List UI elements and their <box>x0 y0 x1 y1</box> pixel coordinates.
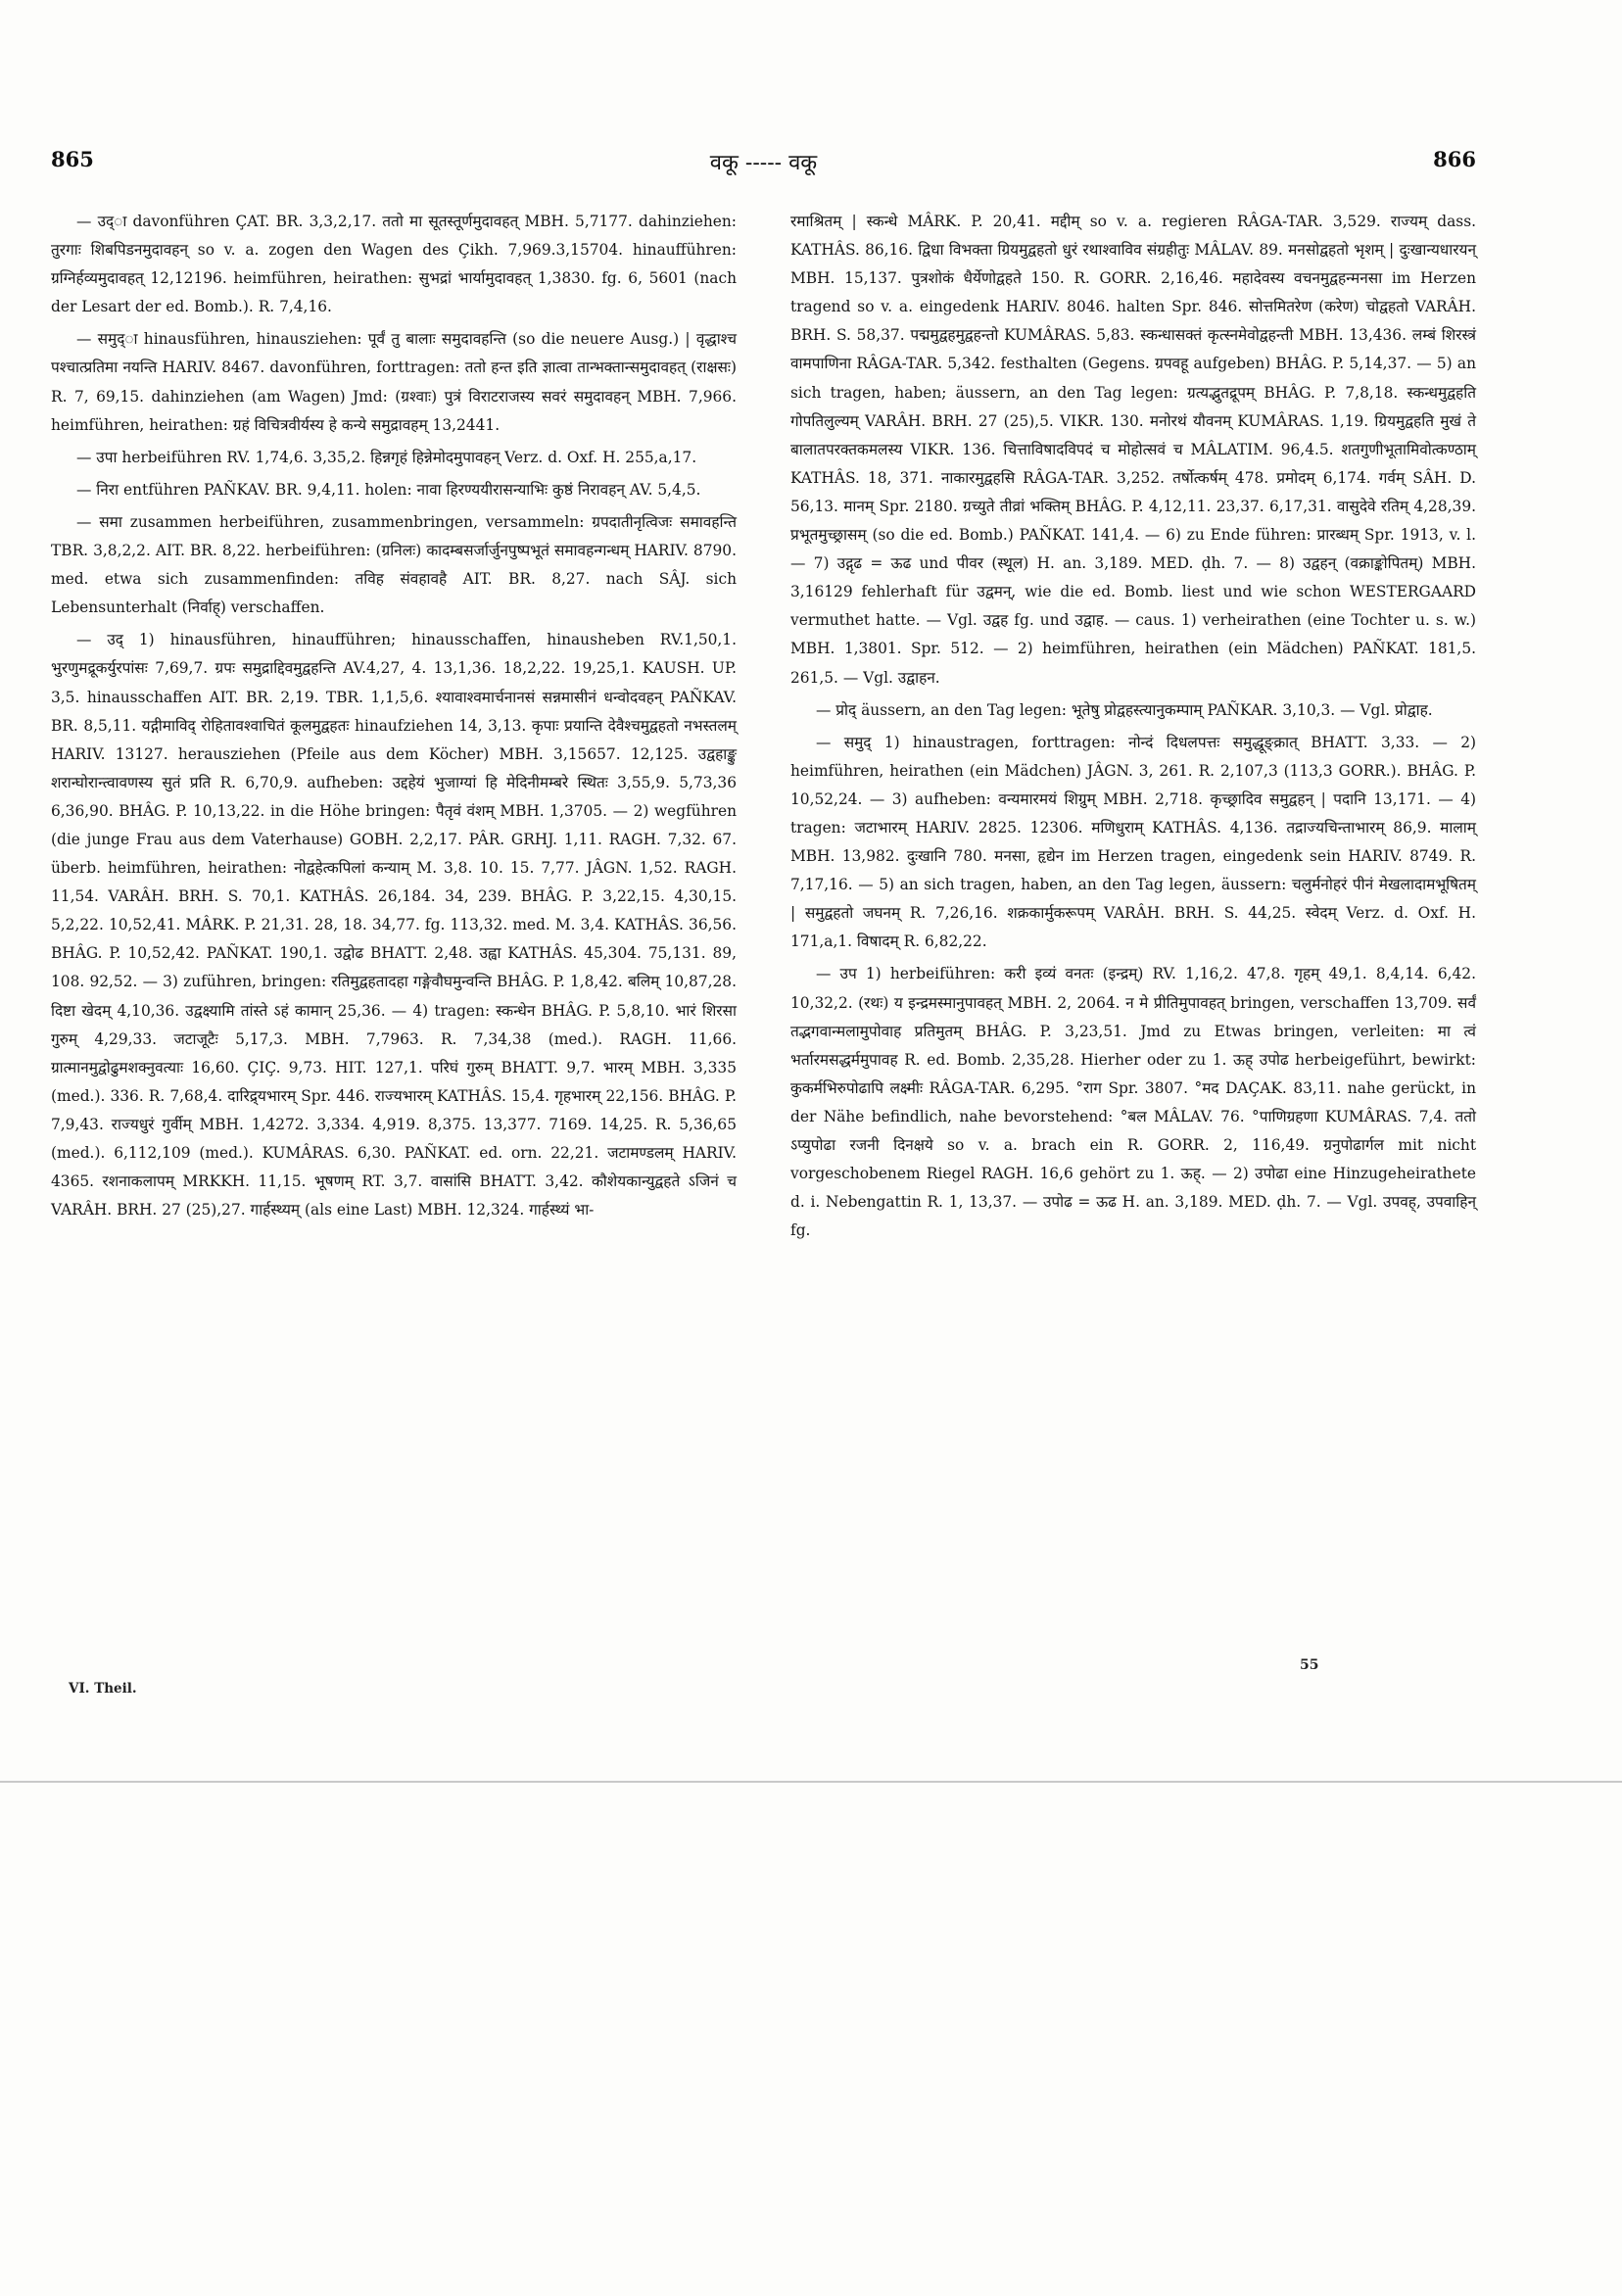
entry-paragraph: — उप 1) herbeiführen: करी इव्यं वनतः (इन्द्रम्) RV. 1,16,2. 47,8. गृहम् 49,1. 8,4,14. 6,42. 10,32,2. (रथः) य इन्द्रमस्मानुपावहत् MBH. 2, 2064. न मे प्रीतिमुपावहत् bringen, verschaffen 13,709. सर्वं तद्भगवान्मलामुपोवाह प्रतिमुतम् BHÂG. P. 3,23,51. Jmd zu Etwas bringen, verleiten: मा त्वं भर्तारमसद्धर्ममुपावह R. ed. Bomb. 2,35,28. Hierher oder zu 1. ऊह् उपोढ herbeigeführt, bewirkt: कुकर्मभिरुपोढापि लक्ष्मीः RÂGA-TAR. 6,295. °राग Spr. 3807. °मद DAÇAK. 83,11. nahe gerückt, in der Nähe befindlich, nahe bevorstehend: °बल MÂLAV. 76. °पाणिग्रहणा KUMÂRAS. 7,4. ततो ऽप्युपोढा रजनी दिनक्षये so v. a. brach ein R. GORR. 2, 116,49. ग्रनुपोढार्गल mit nicht vorgeschobenem Riegel RAGH. 16,6 gehört zu 1. ऊह्. — 2) उपोढा eine Hinzugeheirathete d. i. Nebengattin R. 1, 13,37. — उपोढ = ऊढ H. an. 3,189. MED. ḍh. 7. — Vgl. उपवह्, उपवाहिन् fg. <box>790 965 1476 1240</box>
page-number-left: 865 <box>51 147 94 171</box>
entry-paragraph: — उपा herbeiführen RV. 1,74,6. 3,35,2. हिन्नगृहं हिन्नेमोदमुपावहन् Verz. d. Oxf. H. 255,a,17. <box>76 448 697 466</box>
signature-mark: 55 <box>1300 1657 1319 1673</box>
right-column <box>790 208 1476 1249</box>
entry-paragraph: — उद्ा davonführen ÇAT. BR. 3,3,2,17. ततो मा सूतस्तूर्णमुदावहत् MBH. 5,7177. dahinziehen: तुरगाः शिबपिडनमुदावहन् so v. a. zogen den Wagen des Çikh. 7,969.3,15704. hinaufführen: ग्रग्निर्हव्यमुदावहत् 12,12196. heimführen, heirathen: सुभद्रां भार्यामुदावहत् 1,3830. fg. 6, 5601 (nach der Lesart der ed. Bomb.). R. 7,4,16. <box>51 213 737 316</box>
scan-bottom-rule <box>0 1781 1622 1783</box>
entry-paragraph: — समा zusammen herbeiführen, zusammenbringen, versammeln: ग्रपदातीनृत्विजः समावहन्ति TBR. 3,8,2,2. AIT. BR. 8,22. herbeiführen: (ग्रनिलः) कादम्बसर्जार्जुनपुष्पभूतं समावहन्गन्धम् HARIV. 8790. med. etwa sich zusammenfinden: तविह संवहावहै AIT. BR. 8,27. nach SÂJ. sich Lebensunterhalt (निर्वाह्) verschaffen. <box>51 512 737 617</box>
running-head: वकू ----- वकू <box>709 151 818 175</box>
left-column <box>51 208 737 1228</box>
volume-note: VI. Theil. <box>69 1681 137 1697</box>
entry-paragraph: रमाश्रितम् | स्कन्धे MÂRK. P. 20,41. मद्दीम् so v. a. regieren RÂGA-TAR. 3,529. राज्यम् dass. KATHÂS. 86,16. द्विधा विभक्ता ग्रियमुद्वहतो धुरं रथाश्वाविव संग्रहीतुः MÂLAV. 89. मनसोद्वहतो भृशम् | दुःखान्यधारयन् MBH. 15,137. पुत्रशोकं धैर्येणोद्वहते 150. R. GORR. 2,16,46. महादेवस्य वचनमुद्वहन्मनसा im Herzen tragend so v. a. eingedenk HARIV. 8046. halten Spr. 846. सोत्तमितरेण (करेण) चोद्वहतो VARÂH. BRH. S. 58,37. पद्ममुद्वहमुद्वहन्तो KUMÂRAS. 5,83. स्कन्धासक्तं कृत्स्नमेवोद्वहन्ती MBH. 13,436. लम्बं शिरस्त्रं वामपाणिना RÂGA-TAR. 5,342. festhalten (Gegens. ग्रपवहू aufgeben) BHÂG. P. 5,14,37. — 5) an sich tragen, haben; äussern, an den Tag legen: ग्रत्यद्भुतद्रूपम् BHÂG. P. 7,8,18. स्कन्धमुद्वहति गोपतिलुल्यम् VARÂH. BRH. 27 (25),5. VIKR. 130. मनोरथं यौवनम् KUMÂRAS. 1,19. ग्रियमुद्वहति मुखं ते बालातपरक्तकमलस्य VIKR. 136. चित्ताविषादविपदं च मोहोत्सवं च MÂLATIM. 96,4.5. शतगुणीभूतामिवोत्कण्ठाम् KATHÂS. 18, 371. नाकारमुद्वहसि RÂGA-TAR. 3,252. तर्षोत्कर्षम् 478. प्रमोदम् 6,174. गर्वम् SÂH. D. 56,13. मानम् Spr. 2180. ग्रच्युते तीव्रां भक्तिम् BHÂG. P. 4,12,11. 23,37. 6,17,31. वासुदेवे रतिम् 4,28,39. प्रभूतमुच्छ्रासम् (so die ed. Bomb.) PAÑKAT. 141,4. — 6) zu Ende führen: प्रारब्धम् Spr. 1913, v. l. — 7) उद्गृढ = ऊढ und पीवर (स्थूल) H. an. 3,189. MED. ḍh. 7. — 8) उद्वहन् (वक्राङ्कोपितम्) MBH. 3,16129 fehlerhaft für उद्वमन्, wie die ed. Bomb. liest und wie schon WESTERGAARD vermuthet hatte. — Vgl. उद्वह fg. und उद्वाह. — caus. 1) verheirathen (eine Tochter u. s. w.) MBH. 1,3801. Spr. 512. — 2) heimführen, heirathen (ein Mädchen) PAÑKAT. 181,5. 261,5. — Vgl. उद्वाहन. <box>790 213 1476 687</box>
page-header <box>51 147 1476 186</box>
entry-paragraph: — समुद् 1) hinaustragen, forttragen: नोन्दं दिधलपत्तः समुद्धूङ्क्रात् BHATT. 3,33. — 2) heimführen, heirathen (ein Mädchen) JÂGN. 3, 261. R. 2,107,3 (113,3 GORR.). BHÂG. P. 10,52,24. — 3) aufheben: वन्यमारमयं शिग्रुम् MBH. 2,718. कृच्छ्रादिव समुद्वहन् | पदानि 13,171. — 4) tragen: जटाभारम् HARIV. 2825. 12306. मणिधुराम् KATHÂS. 4,136. तद्राज्यचिन्ताभारम् 86,9. मालाम् MBH. 13,982. दुःखानि 780. मनसा, हृद्येन im Herzen tragen, eingedenk sein HARIV. 8749. R. 7,17,16. — 5) an sich tragen, haben, an den Tag legen, äussern: चलुर्मनोहरं पीनं मेखलादामभूषितम् | समुद्वहतो जघनम् R. 7,26,16. शक्रकार्मुकरूपम् VARÂH. BRH. S. 44,25. स्वेदम् Verz. d. Oxf. H. 171,a,1. विषादम् R. 6,82,22. <box>790 733 1476 951</box>
entry-paragraph: — प्रोद् äussern, an den Tag legen: भूतेषु प्रोद्वहस्त्यानुकम्पाम् PAÑKAR. 3,10,3. — Vgl. प्रोद्वाह. <box>816 700 1433 719</box>
entry-paragraph: — समुद्ा hinausführen, hinausziehen: पूर्वं तु बालाः समुदावहन्ति (so die neuere Ausg.) | वृद्धाश्च पश्चात्प्रतिमा नयन्ति HARIV. 8467. davonführen, forttragen: ततो हन्त इति ज्ञात्वा तान्भक्तान्समुदावहत् (राक्षसः) R. 7, 69,15. dahinziehen (am Wagen) Jmd: (ग्रश्वाः) पुत्रं विराटराजस्य सवरं समुदावहन् MBH. 7,966. heimführen, heirathen: ग्रहं विचित्रवीर्यस्य हे कन्ये समुद्रावहम् 13,2441. <box>51 330 737 434</box>
entry-paragraph: — उद् 1) hinausführen, hinaufführen; hinausschaffen, hinausheben RV.1,50,1. भुरणुमद्रूकर्युरपांसः 7,69,7. ग्रपः समुद्राद्दिवमुद्वहन्ति AV.4,27, 4. 13,1,36. 18,2,22. 19,25,1. KAUSH. UP. 3,5. hinausschaffen AIT. BR. 2,19. TBR. 1,1,5,6. श्यावाश्वमार्चनानसं सन्नमासीनं धन्वोदवहन् PAÑKAV. BR. 8,5,11. यद्गीमाविद् रोहितावश्वाचितं कूलमुद्वहतः hinaufziehen 14, 3,13. कृपाः प्रयान्ति देवैश्चमुद्वहतो नभस्तलम् HARIV. 13127. herausziehen (Pfeile aus dem Köcher) MBH. 3,15657. 12,125. उद्वहाङ्कु शरान्घोरान्त्वावणस्य सुतं प्रति R. 6,70,9. aufheben: उद्दहेयं भुजाग्यां हि मेदिनीमम्बरे स्थितः 3,55,9. 5,73,36 6,36,90. BHÂG. P. 10,13,22. in die Höhe bringen: पैतृवं वंशम् MBH. 1,3705. — 2) wegführen (die junge Frau aus dem Vaterhause) GOBH. 2,2,17. PÂR. GRHJ. 1,11. RAGH. 7,32. 67. überb. heimführen, heirathen: नोद्वहेत्कपिलां कन्याम् M. 3,8. 10. 15. 7,77. JÂGN. 1,52. RAGH. 11,54. VARÂH. BRH. S. 70,1. KATHÂS. 26,184. 34, 239. BHÂG. P. 3,22,15. 4,30,15. 5,2,22. 10,52,41. MÂRK. P. 21,31. 28, 18. 34,77. fg. 113,32. med. M. 3,4. KATHÂS. 36,56. BHÂG. P. 10,52,42. PAÑKAT. 190,1. उद्वोढ BHATT. 2,48. उह्वा KATHÂS. 45,304. 75,131. 89, 108. 92,52. — 3) zuführen, bringen: रतिमुद्वहतादहा गङ्गेवौघमुन्वन्ति BHÂG. P. 1,8,42. बलिम् 10,87,28. दिष्टा खेदम् 4,10,36. उद्वक्ष्यामि तांस्ते ऽहं कामान् 25,36. — 4) tragen: स्कन्धेन BHÂG. P. 5,8,10. भारं शिरसा गुरुम् 4,29,33. जटाजूटैः 5,17,3. MBH. 7,7963. R. 7,34,38 (med.). RAGH. 11,66. ग्रात्मानमुद्वोढुमशक्नुवत्याः 16,60. ÇIÇ. 9,73. HIT. 127,1. परिघं गुरुम् BHATT. 9,7. भारम् MBH. 3,335 (med.). 336. R. 7,68,4. दारिद्र्यभारम् Spr. 446. राज्यभारम् KATHÂS. 15,4. गृहभारम् 22,156. BHÂG. P. 7,9,43. राज्यधुरं गुर्वीम् MBH. 1,4272. 3,334. 4,919. 8,375. 13,377. 7169. 14,25. R. 5,36,65 (med.). 6,112,109 (med.). KUMÂRAS. 6,30. PAÑKAT. ed. orn. 22,21. जटामण्डलम् HARIV. 4365. रशनाकलापम् MRKKH. 11,15. भूषणम् RT. 3,7. वासांसि BHATT. 3,42. कौशेयकान्युद्वहते ऽजिनं च VARÂH. BRH. 27 (25),27. गार्हस्थ्यम् (als eine Last) MBH. 12,324. गार्हस्थ्यं भा- <box>51 631 737 1220</box>
page-number-right: 866 <box>1433 147 1476 171</box>
entry-paragraph: — निरा entführen PAÑKAV. BR. 9,4,11. holen: नावा हिरण्ययीरासन्याभिः कुष्ठं निरावहन् AV. 5,4,5. <box>76 480 701 499</box>
